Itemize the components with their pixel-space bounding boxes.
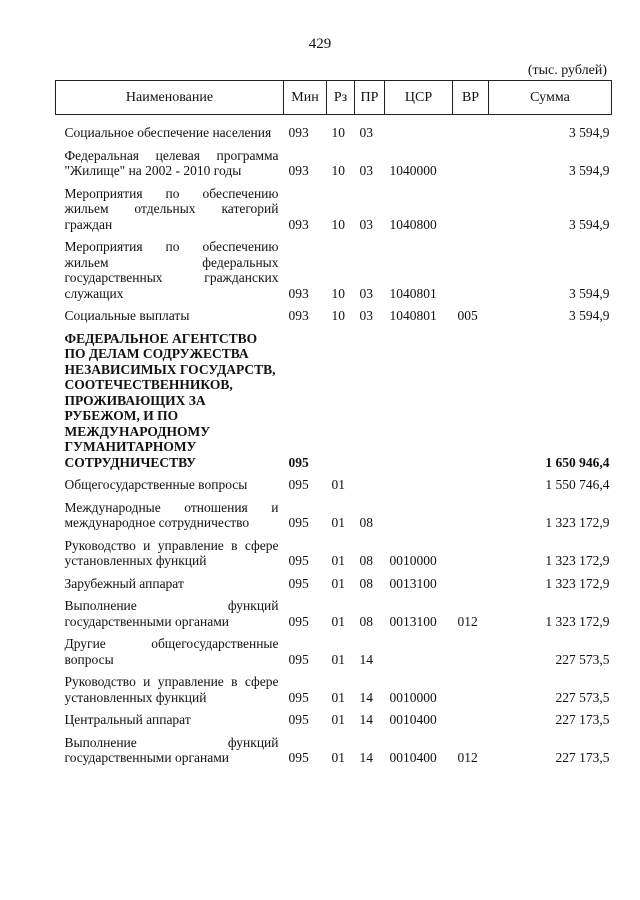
row-min: 095 bbox=[288, 750, 309, 765]
table-row bbox=[56, 304, 612, 327]
row-csr: 0010000 bbox=[389, 553, 437, 568]
row-sum: 3 594,9 bbox=[569, 308, 610, 323]
row-csr: 0010000 bbox=[389, 689, 437, 705]
row-name: Социальное обеспечение населения bbox=[64, 125, 272, 140]
row-vr bbox=[453, 496, 489, 534]
row-pr: 08 bbox=[359, 575, 373, 591]
row-csr bbox=[385, 496, 453, 534]
table-row-agency bbox=[56, 327, 612, 474]
table-row bbox=[56, 496, 612, 534]
row-sum: 3 594,9 bbox=[569, 285, 610, 301]
table-row bbox=[56, 708, 612, 731]
row-vr bbox=[453, 473, 489, 496]
row-vr bbox=[453, 708, 489, 731]
row-vr: 012 bbox=[457, 613, 478, 629]
row-vr bbox=[453, 144, 489, 182]
table-row bbox=[56, 115, 612, 144]
row-csr: 1040801 bbox=[389, 308, 437, 323]
row-min: 093 bbox=[288, 308, 309, 323]
table-row bbox=[56, 144, 612, 182]
table-row bbox=[56, 473, 612, 496]
row-min: 093 bbox=[288, 285, 309, 301]
row-rz: 01 bbox=[331, 553, 345, 568]
table-header bbox=[56, 81, 612, 115]
row-pr: 03 bbox=[359, 163, 373, 178]
row-name: ФЕДЕРАЛЬНОЕ АГЕНТСТВО ПО ДЕЛАМ СОДРУЖЕСТВА НЕЗАВИСИМЫХ ГОСУДАРСТВ, СООТЕЧЕСТВЕННИКОВ, ПРОЖИВАЮЩИХ ЗА РУБЕЖОМ, И ПО МЕЖДУНАРОДНОМУ ГУМАНИТАРНОМУ СОТРУДНИЧЕСТВУ bbox=[64, 330, 276, 470]
row-vr bbox=[453, 632, 489, 670]
row-vr bbox=[453, 670, 489, 708]
row-csr bbox=[385, 632, 453, 670]
row-rz: 01 bbox=[331, 689, 345, 705]
row-csr: 1040800 bbox=[389, 216, 437, 232]
row-pr: 08 bbox=[359, 553, 373, 568]
row-vr bbox=[453, 572, 489, 595]
row-pr: 14 bbox=[359, 651, 373, 667]
row-vr bbox=[453, 534, 489, 572]
row-sum: 1 550 746,4 bbox=[545, 477, 610, 492]
row-name: Мероприятия по обеспечению жильем отдельных категорий граждан bbox=[64, 185, 279, 232]
row-min: 095 bbox=[288, 454, 309, 470]
row-csr: 0010400 bbox=[389, 750, 437, 765]
row-pr: 14 bbox=[359, 750, 373, 765]
row-min: 095 bbox=[288, 553, 309, 568]
table-row bbox=[56, 235, 612, 304]
row-rz: 01 bbox=[331, 515, 345, 530]
row-name: Международные отношения и международное сотрудничество bbox=[64, 499, 279, 530]
row-name: Зарубежный аппарат bbox=[64, 575, 184, 591]
row-rz: 10 bbox=[331, 125, 345, 140]
table-row bbox=[56, 731, 612, 769]
row-sum: 1 650 946,4 bbox=[545, 454, 610, 470]
row-sum: 3 594,9 bbox=[569, 216, 610, 232]
row-csr: 1040000 bbox=[389, 163, 437, 178]
row-rz: 01 bbox=[331, 575, 345, 591]
row-csr: 0013100 bbox=[389, 575, 437, 591]
row-vr bbox=[453, 235, 489, 304]
row-rz: 01 bbox=[331, 750, 345, 765]
row-min: 093 bbox=[288, 125, 309, 140]
row-sum: 1 323 172,9 bbox=[545, 575, 610, 591]
row-sum: 227 573,5 bbox=[555, 689, 610, 705]
row-sum: 3 594,9 bbox=[569, 163, 610, 178]
row-csr bbox=[385, 115, 453, 144]
row-csr bbox=[385, 473, 453, 496]
row-vr bbox=[453, 115, 489, 144]
row-min: 093 bbox=[288, 163, 309, 178]
row-sum: 1 323 172,9 bbox=[545, 613, 610, 629]
row-min: 093 bbox=[288, 216, 309, 232]
row-csr bbox=[385, 327, 453, 474]
table-row bbox=[56, 670, 612, 708]
row-sum: 1 323 172,9 bbox=[545, 515, 610, 530]
row-rz: 10 bbox=[331, 216, 345, 232]
row-min: 095 bbox=[288, 651, 309, 667]
row-name: Выполнение функций государственными органами bbox=[64, 734, 279, 765]
header-rz: Рз bbox=[327, 81, 355, 115]
row-pr bbox=[355, 473, 385, 496]
row-pr: 08 bbox=[359, 515, 373, 530]
row-pr: 03 bbox=[359, 125, 373, 140]
row-pr: 14 bbox=[359, 712, 373, 727]
table-row bbox=[56, 632, 612, 670]
units-note: (тыс. рублей) bbox=[527, 63, 607, 78]
row-rz: 01 bbox=[331, 651, 345, 667]
row-pr: 14 bbox=[359, 689, 373, 705]
row-name: Социальные выплаты bbox=[64, 308, 190, 323]
header-csr: ЦСР bbox=[385, 81, 453, 115]
row-csr: 0010400 bbox=[389, 712, 437, 727]
row-pr: 08 bbox=[359, 613, 373, 629]
row-sum: 227 173,5 bbox=[555, 750, 610, 765]
row-name: Федеральная целевая программа "Жилище" на 2002 - 2010 годы bbox=[64, 147, 279, 178]
row-sum: 227 573,5 bbox=[555, 651, 610, 667]
row-name: Мероприятия по обеспечению жильем федеральных государственных гражданских служащих bbox=[64, 239, 279, 301]
row-name: Центральный аппарат bbox=[64, 712, 191, 727]
row-sum: 227 173,5 bbox=[555, 712, 610, 727]
row-vr: 005 bbox=[457, 308, 478, 323]
row-rz: 10 bbox=[331, 285, 345, 301]
header-sum: Сумма bbox=[489, 81, 612, 115]
row-name: Выполнение функций государственными органами bbox=[64, 598, 279, 629]
row-min: 095 bbox=[288, 712, 309, 727]
header-name: Наименование bbox=[56, 81, 284, 115]
row-pr: 03 bbox=[359, 308, 373, 323]
page-number: 429 bbox=[308, 36, 332, 52]
header-pr: ПР bbox=[355, 81, 385, 115]
row-name: Другие общегосударственные вопросы bbox=[64, 636, 279, 667]
row-rz: 01 bbox=[331, 477, 345, 492]
budget-table bbox=[55, 80, 612, 769]
row-sum: 1 323 172,9 bbox=[545, 553, 610, 568]
row-rz: 10 bbox=[331, 308, 345, 323]
row-pr: 03 bbox=[359, 285, 373, 301]
row-name: Руководство и управление в сфере установленных функций bbox=[64, 674, 279, 705]
row-csr: 0013100 bbox=[389, 613, 437, 629]
row-rz: 01 bbox=[331, 613, 345, 629]
table-row bbox=[56, 572, 612, 595]
header-min: Мин bbox=[284, 81, 327, 115]
row-min: 095 bbox=[288, 613, 309, 629]
row-min: 095 bbox=[288, 689, 309, 705]
header-vr: ВР bbox=[453, 81, 489, 115]
table-row bbox=[56, 182, 612, 236]
row-min: 095 bbox=[288, 477, 309, 492]
row-csr: 1040801 bbox=[389, 285, 437, 301]
row-name: Общегосударственные вопросы bbox=[64, 477, 248, 492]
row-min: 095 bbox=[288, 515, 309, 530]
row-vr bbox=[453, 182, 489, 236]
row-vr: 012 bbox=[457, 750, 478, 765]
table-row bbox=[56, 594, 612, 632]
row-rz bbox=[327, 327, 355, 474]
table-row bbox=[56, 534, 612, 572]
row-pr: 03 bbox=[359, 216, 373, 232]
row-vr bbox=[453, 327, 489, 474]
row-rz: 10 bbox=[331, 163, 345, 178]
row-min: 095 bbox=[288, 575, 309, 591]
row-pr bbox=[355, 327, 385, 474]
row-rz: 01 bbox=[331, 712, 345, 727]
row-name: Руководство и управление в сфере установленных функций bbox=[64, 537, 279, 568]
row-sum: 3 594,9 bbox=[569, 125, 610, 140]
